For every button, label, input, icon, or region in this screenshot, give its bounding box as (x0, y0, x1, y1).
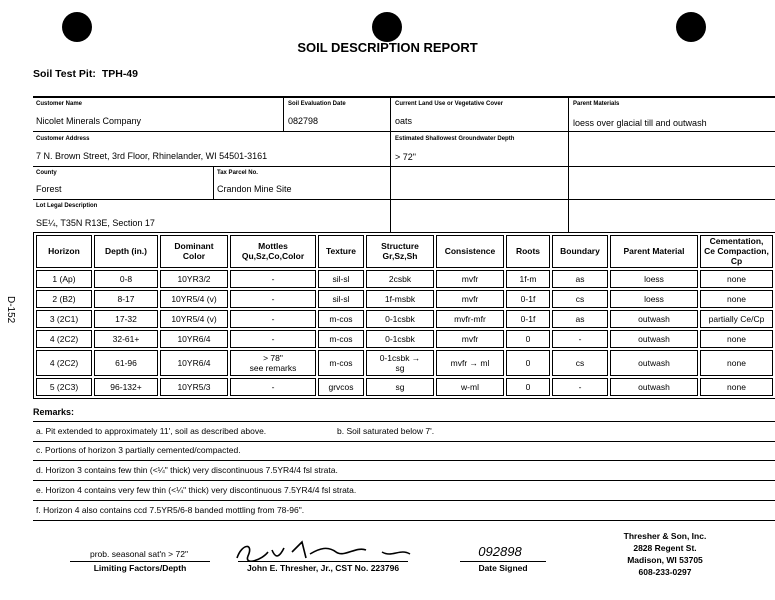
customer-address-value: 7 N. Brown Street, 3rd Floor, Rhinelander, WI 54501-3161 (36, 151, 268, 161)
cell-color: 10YR5/4 (v) (160, 310, 228, 328)
cell-color: 10YR5/3 (160, 378, 228, 396)
punch-hole-right (676, 12, 706, 42)
soil-test-pit (33, 68, 138, 80)
signer-name: John E. Thresher, Jr., CST No. 223796 (246, 563, 400, 573)
cell-structure: 0-1csbk (366, 330, 434, 348)
cell-roots: 1f-m (506, 270, 550, 288)
table-row (36, 310, 773, 328)
soil-horizon-table (33, 232, 775, 399)
cell-parent: outwash (610, 310, 698, 328)
legal-desc-label: Lot Legal Description (36, 203, 98, 209)
cell-parent: outwash (610, 378, 698, 396)
structure-line1: 0-1csbk → (379, 352, 421, 363)
cell-depth: 61-96 (94, 350, 158, 376)
cell-boundary: cs (552, 290, 608, 308)
cell-cementation: none (700, 270, 773, 288)
county-value: Forest (36, 184, 62, 194)
col-roots: Roots (506, 235, 550, 268)
remark-f: f. Horizon 4 also contains ccd 7.5YR5/6-8 banded mottling from 78-96". (36, 505, 305, 515)
cell-horizon: 4 (2C2) (36, 350, 92, 376)
test-pit-label: Soil Test Pit: (33, 68, 96, 80)
legal-desc-value: SE¼, T35N R13E, Section 17 (36, 218, 155, 228)
date-signed-label: Date Signed (478, 563, 528, 573)
cell-boundary: as (552, 310, 608, 328)
col-consistence: Consistence (436, 235, 504, 268)
cell-depth: 96-132+ (94, 378, 158, 396)
remark-d: d. Horizon 3 contains few thin (<¼" thick) very discontinuous 7.5YR4/4 fsl strata. (36, 465, 338, 475)
cell-color: 10YR3/2 (160, 270, 228, 288)
cell-depth: 0-8 (94, 270, 158, 288)
groundwater-label: Estimated Shallowest Groundwater Depth (395, 136, 515, 142)
cell-parent: loess (610, 290, 698, 308)
cell-structure: 1f-msbk (366, 290, 434, 308)
cell-texture: m-cos (318, 310, 364, 328)
remark-e: e. Horizon 4 contains very few thin (<¼" thick) very discontinuous 7.5YR4/4 fsl strata. (36, 485, 357, 495)
cell-cementation: none (700, 290, 773, 308)
col-mottles: Mottles Qu,Sz,Co,Color (230, 235, 316, 268)
cell-consistence: mvfr-mfr (436, 310, 504, 328)
col-depth: Depth (in.) (94, 235, 158, 268)
cell-horizon: 5 (2C3) (36, 378, 92, 396)
company-street: 2828 Regent St. (633, 543, 697, 553)
cell-color: 10YR5/4 (v) (160, 290, 228, 308)
cell-parent: outwash (610, 350, 698, 376)
remark-line-f (33, 501, 775, 521)
table-row (36, 350, 773, 376)
remark-a: a. Pit extended to approximately 11', soil as described above. (36, 426, 267, 436)
county-label: County (36, 170, 57, 176)
cell-mottles: - (230, 330, 316, 348)
punch-hole-center (372, 12, 402, 42)
col-color: Dominant Color (160, 235, 228, 268)
table-header-row (36, 235, 773, 268)
cell-mottles: - (230, 310, 316, 328)
cell-consistence: mvfr → ml (436, 350, 504, 376)
cell-consistence: w-ml (436, 378, 504, 396)
remarks-title: Remarks: (33, 407, 75, 417)
cell-cementation: partially Ce/Cp (700, 310, 773, 328)
cell-structure: sg (366, 378, 434, 396)
cell-texture: grvcos (318, 378, 364, 396)
table-row (36, 378, 773, 396)
company-phone: 608-233-0297 (638, 567, 692, 577)
cell-roots: 0-1f (506, 290, 550, 308)
cell-depth: 17-32 (94, 310, 158, 328)
eval-date-label: Soil Evaluation Date (288, 101, 346, 107)
mottles-line2: see remarks (249, 362, 297, 373)
col-structure: Structure Gr,Sz,Sh (366, 235, 434, 268)
cell-horizon: 1 (Ap) (36, 270, 92, 288)
cell-color: 10YR6/4 (160, 330, 228, 348)
groundwater-value: > 72" (395, 152, 416, 162)
table-row (36, 270, 773, 288)
land-use-label: Current Land Use or Vegetative Cover (395, 101, 504, 107)
cell-cementation: none (700, 330, 773, 348)
cell-depth: 8-17 (94, 290, 158, 308)
table-row (36, 290, 773, 308)
col-parent: Parent Material (610, 235, 698, 268)
col-cementation: Cementation, Ce Compaction, Cp (700, 235, 773, 268)
cell-roots: 0 (506, 330, 550, 348)
cell-texture: m-cos (318, 330, 364, 348)
parent-materials-value: loess over glacial till and outwash (573, 118, 707, 128)
limiting-factor-value: prob. seasonal sat'n > 72" (90, 549, 188, 559)
cell-boundary: as (552, 270, 608, 288)
cell-structure: 2csbk (366, 270, 434, 288)
customer-name-value: Nicolet Minerals Company (36, 116, 142, 126)
remark-line-d (33, 461, 775, 481)
punch-hole-left (62, 12, 92, 42)
cell-horizon: 2 (B2) (36, 290, 92, 308)
company-name: Thresher & Son, Inc. (623, 531, 707, 541)
eval-date-value: 082798 (288, 116, 319, 126)
tax-parcel-value: Crandon Mine Site (217, 184, 292, 194)
remark-line-e (33, 481, 775, 501)
cell-horizon: 3 (2C1) (36, 310, 92, 328)
remark-line-c (33, 441, 775, 461)
col-boundary: Boundary (552, 235, 608, 268)
cell-texture: sil-sl (318, 290, 364, 308)
col-horizon: Horizon (36, 235, 92, 268)
cell-roots: 0 (506, 378, 550, 396)
col-texture: Texture (318, 235, 364, 268)
remark-c: c. Portions of horizon 3 partially cemented/compacted. (36, 445, 241, 455)
cell-consistence: mvfr (436, 270, 504, 288)
cell-texture: sil-sl (318, 270, 364, 288)
cell-cementation: none (700, 378, 773, 396)
limiting-factor-label: Limiting Factors/Depth (93, 563, 187, 573)
report-title: SOIL DESCRIPTION REPORT (297, 40, 478, 55)
test-pit-value: TPH-49 (101, 68, 138, 80)
cell-roots: 0-1f (506, 310, 550, 328)
company-city: Madison, WI 53705 (627, 555, 703, 565)
land-use-value: oats (395, 116, 413, 126)
cell-boundary: - (552, 330, 608, 348)
cell-consistence: mvfr (436, 290, 504, 308)
cell-consistence: mvfr (436, 330, 504, 348)
cell-boundary: cs (552, 350, 608, 376)
cell-mottles: - (230, 290, 316, 308)
cell-roots: 0 (506, 350, 550, 376)
cell-color: 10YR6/4 (160, 350, 228, 376)
remark-line-ab (33, 421, 775, 442)
table-row (36, 330, 773, 348)
parent-materials-label: Parent Materials (573, 101, 620, 107)
cell-parent: outwash (610, 330, 698, 348)
cell-mottles: - (230, 270, 316, 288)
side-page-label: D-152 (5, 296, 16, 324)
cell-boundary: - (552, 378, 608, 396)
customer-name-label: Customer Name (36, 101, 83, 107)
date-signed-value: 092898 (478, 544, 522, 559)
cell-structure (366, 350, 434, 376)
cell-mottles: - (230, 378, 316, 396)
tax-parcel-label: Tax Parcel No. (217, 170, 258, 176)
customer-address-label: Customer Address (36, 136, 90, 142)
cell-parent: loess (610, 270, 698, 288)
cell-texture: m-cos (318, 350, 364, 376)
mottles-line1: > 78" (263, 352, 283, 363)
remark-b: b. Soil saturated below 7'. (337, 426, 435, 436)
cell-depth: 32-61+ (94, 330, 158, 348)
cell-structure: 0-1csbk (366, 310, 434, 328)
cell-horizon: 4 (2C2) (36, 330, 92, 348)
cell-cementation: none (700, 350, 773, 376)
structure-line2: sg (395, 362, 405, 373)
cell-mottles (230, 350, 316, 376)
